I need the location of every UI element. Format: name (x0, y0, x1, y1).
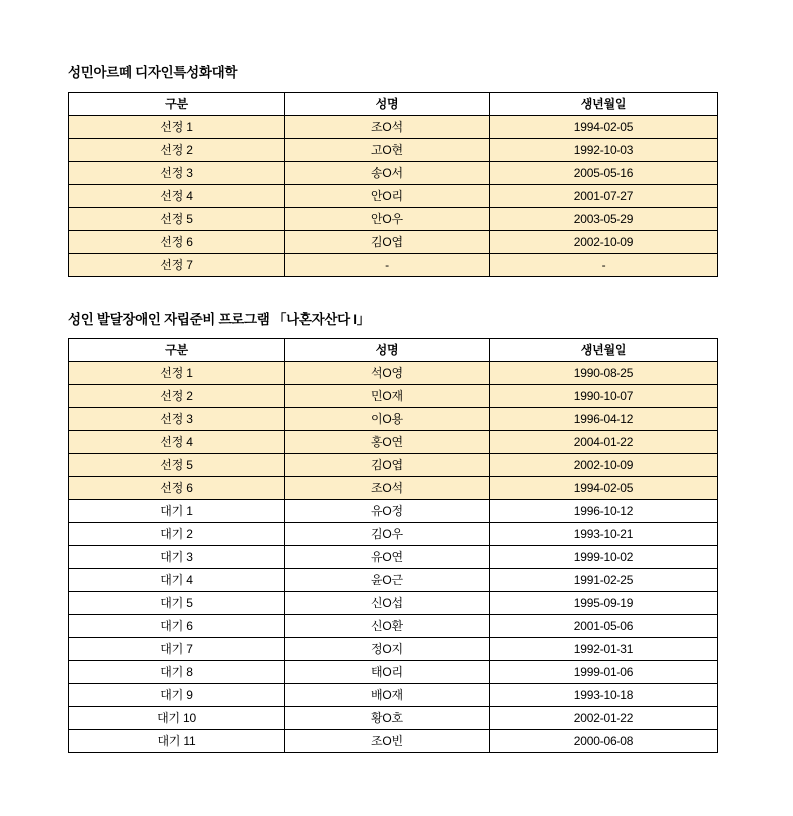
cell-division: 대기 3 (69, 546, 285, 569)
cell-name: 이O용 (285, 408, 490, 431)
cell-name: 조O석 (285, 477, 490, 500)
cell-name: 배O재 (285, 684, 490, 707)
table-row (69, 592, 718, 615)
column-header: 생년월일 (490, 339, 718, 362)
section-title: 성민아르떼 디자인특성화대학 (68, 65, 238, 80)
table-row (69, 500, 718, 523)
cell-division: 선정 6 (69, 230, 285, 253)
table-row (69, 431, 718, 454)
cell-name: 안O우 (285, 207, 490, 230)
cell-birthdate: 1995-09-19 (490, 592, 718, 615)
cell-birthdate: 1996-04-12 (490, 408, 718, 431)
table-row (69, 115, 718, 138)
table-row (69, 138, 718, 161)
cell-division: 선정 6 (69, 477, 285, 500)
column-header: 구분 (69, 339, 285, 362)
cell-name: 김O엽 (285, 230, 490, 253)
cell-birthdate: 1999-01-06 (490, 661, 718, 684)
cell-name: 유O연 (285, 546, 490, 569)
cell-division: 선정 1 (69, 362, 285, 385)
cell-birthdate: 1990-08-25 (490, 362, 718, 385)
cell-birthdate: 1991-02-25 (490, 569, 718, 592)
cell-birthdate: 2002-10-09 (490, 454, 718, 477)
table-row (69, 684, 718, 707)
cell-division: 선정 7 (69, 253, 285, 276)
table-row (69, 454, 718, 477)
cell-name: 태O리 (285, 661, 490, 684)
cell-name: 정O지 (285, 638, 490, 661)
table-header-row (69, 339, 718, 362)
table-row (69, 477, 718, 500)
cell-division: 선정 4 (69, 184, 285, 207)
table-row (69, 707, 718, 730)
cell-name: 민O재 (285, 385, 490, 408)
cell-birthdate: 1994-02-05 (490, 477, 718, 500)
cell-name: - (285, 253, 490, 276)
cell-division: 대기 5 (69, 592, 285, 615)
roster-section (68, 311, 725, 754)
cell-name: 김O우 (285, 523, 490, 546)
cell-birthdate: 2003-05-29 (490, 207, 718, 230)
cell-birthdate: 1993-10-18 (490, 684, 718, 707)
cell-name: 안O리 (285, 184, 490, 207)
cell-division: 선정 4 (69, 431, 285, 454)
cell-name: 석O영 (285, 362, 490, 385)
cell-division: 선정 1 (69, 115, 285, 138)
table-row (69, 523, 718, 546)
cell-division: 선정 5 (69, 454, 285, 477)
cell-name: 홍O연 (285, 431, 490, 454)
column-header: 구분 (69, 92, 285, 115)
cell-name: 신O환 (285, 615, 490, 638)
roster-section (68, 64, 725, 277)
cell-division: 선정 5 (69, 207, 285, 230)
table-row (69, 546, 718, 569)
table-row (69, 253, 718, 276)
cell-birthdate: 2005-05-16 (490, 161, 718, 184)
cell-name: 송O서 (285, 161, 490, 184)
cell-birthdate: 1999-10-02 (490, 546, 718, 569)
cell-birthdate: 2001-05-06 (490, 615, 718, 638)
cell-birthdate: 1990-10-07 (490, 385, 718, 408)
cell-division: 대기 10 (69, 707, 285, 730)
roster-table (68, 338, 718, 753)
cell-division: 대기 9 (69, 684, 285, 707)
table-row (69, 207, 718, 230)
cell-name: 황O호 (285, 707, 490, 730)
cell-division: 대기 2 (69, 523, 285, 546)
table-row (69, 569, 718, 592)
table-row (69, 161, 718, 184)
cell-division: 대기 11 (69, 730, 285, 753)
sections-container (68, 64, 725, 753)
cell-division: 대기 1 (69, 500, 285, 523)
cell-name: 고O현 (285, 138, 490, 161)
cell-name: 유O정 (285, 500, 490, 523)
column-header: 성명 (285, 339, 490, 362)
table-row (69, 385, 718, 408)
table-row (69, 730, 718, 753)
cell-division: 선정 3 (69, 161, 285, 184)
cell-name: 윤O근 (285, 569, 490, 592)
table-row (69, 184, 718, 207)
table-row (69, 408, 718, 431)
cell-name: 김O엽 (285, 454, 490, 477)
table-row (69, 615, 718, 638)
cell-birthdate: 1993-10-21 (490, 523, 718, 546)
cell-division: 대기 7 (69, 638, 285, 661)
table-row (69, 362, 718, 385)
cell-birthdate: 1996-10-12 (490, 500, 718, 523)
cell-birthdate: 1992-10-03 (490, 138, 718, 161)
cell-birthdate: 2002-01-22 (490, 707, 718, 730)
roster-table (68, 92, 718, 277)
cell-name: 조O빈 (285, 730, 490, 753)
cell-division: 대기 4 (69, 569, 285, 592)
cell-division: 선정 3 (69, 408, 285, 431)
cell-birthdate: 2000-06-08 (490, 730, 718, 753)
cell-birthdate: 1992-01-31 (490, 638, 718, 661)
cell-birthdate: 2004-01-22 (490, 431, 718, 454)
cell-name: 조O석 (285, 115, 490, 138)
cell-birthdate: 1994-02-05 (490, 115, 718, 138)
cell-division: 선정 2 (69, 385, 285, 408)
section-title: 성인 발달장애인 자립준비 프로그램 「나혼자산다 I」 (68, 311, 370, 327)
cell-division: 대기 6 (69, 615, 285, 638)
table-row (69, 661, 718, 684)
cell-division: 선정 2 (69, 138, 285, 161)
table-row (69, 638, 718, 661)
column-header: 생년월일 (490, 92, 718, 115)
cell-birthdate: - (490, 253, 718, 276)
cell-birthdate: 2001-07-27 (490, 184, 718, 207)
table-header-row (69, 92, 718, 115)
cell-division: 대기 8 (69, 661, 285, 684)
cell-name: 신O섭 (285, 592, 490, 615)
cell-birthdate: 2002-10-09 (490, 230, 718, 253)
table-row (69, 230, 718, 253)
column-header: 성명 (285, 92, 490, 115)
